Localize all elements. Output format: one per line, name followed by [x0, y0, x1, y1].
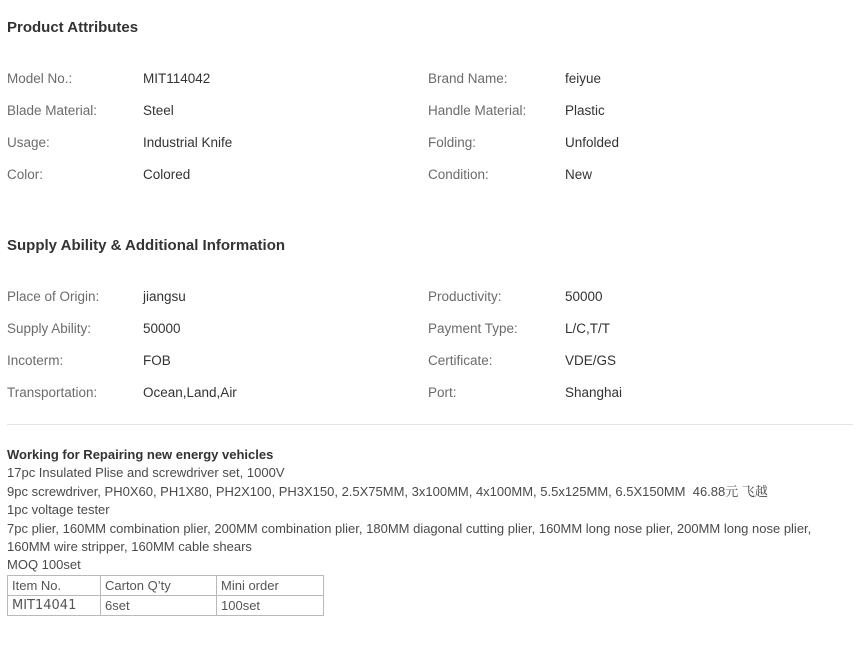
description-heading: Working for Repairing new energy vehicles	[7, 447, 274, 462]
attr-value-place-of-origin: jiangsu	[143, 289, 186, 304]
attr-label-payment-type: Payment Type:	[428, 321, 518, 336]
table-cell-carton-qty: 6set	[101, 595, 217, 615]
attr-label-folding: Folding:	[428, 135, 477, 150]
attr-value-color: Colored	[143, 167, 191, 182]
attr-label-productivity: Productivity:	[428, 289, 502, 304]
description-line-wire-stripper: 160MM wire stripper, 160MM cable shears	[7, 539, 252, 555]
attr-label-model-no: Model No.:	[7, 71, 73, 86]
attr-value-supply-ability: 50000	[143, 321, 181, 336]
table-header-item-no: Item No.	[8, 575, 101, 595]
order-table-header-row	[8, 575, 324, 595]
attr-value-payment-type: L/C,T/T	[565, 321, 611, 336]
attr-value-port: Shanghai	[565, 385, 623, 400]
attr-value-transportation: Ocean,Land,Air	[143, 385, 237, 400]
description-line-insulated-set: 17pc Insulated Plise and screwdriver set, 1000V	[7, 465, 285, 481]
attr-value-incoterm: FOB	[143, 353, 171, 368]
attr-label-color: Color:	[7, 167, 44, 182]
attr-label-handle-material: Handle Material:	[428, 103, 527, 118]
attr-value-certificate: VDE/GS	[565, 353, 617, 368]
attr-value-model-no: MIT114042	[143, 71, 211, 86]
attr-label-condition: Condition:	[428, 167, 489, 182]
product-detail-page	[0, 19, 867, 616]
attr-value-usage: Industrial Knife	[143, 135, 233, 150]
table-header-carton-qty: Carton Q’ty	[101, 575, 217, 595]
attr-value-productivity: 50000	[565, 289, 603, 304]
description-line-screwdrivers: 9pc screwdriver, PH0X60, PH1X80, PH2X100, PH3X150, 2.5X75MM, 3x100MM, 4x100MM, 5.5x125MM, 6.5X150MM 46.88元 飞越	[7, 483, 768, 499]
product-attributes-heading: Product Attributes	[7, 19, 139, 36]
attr-value-blade-material: Steel	[143, 103, 174, 118]
attr-label-transportation: Transportation:	[7, 385, 98, 400]
attr-label-certificate: Certificate:	[428, 353, 493, 368]
description-line-pliers: 7pc plier, 160MM combination plier, 200MM combination plier, 180MM diagonal cutting plier, 160MM long nose plier, 200MM long nose plier,	[7, 520, 812, 536]
attr-value-brand-name: feiyue	[565, 71, 602, 86]
attr-label-supply-ability: Supply Ability:	[7, 321, 92, 336]
attr-label-port: Port:	[428, 385, 457, 400]
order-table-data-row	[8, 595, 324, 615]
attr-label-usage: Usage:	[7, 135, 50, 150]
attr-label-brand-name: Brand Name:	[428, 71, 508, 86]
description-block	[7, 446, 853, 575]
table-header-mini-order: Mini order	[217, 575, 324, 595]
table-cell-mini-order: 100set	[217, 595, 324, 615]
attr-value-condition: New	[565, 167, 593, 182]
attr-value-folding: Unfolded	[565, 135, 620, 150]
content-divider	[7, 424, 853, 425]
order-table	[7, 575, 324, 616]
attr-value-handle-material: Plastic	[565, 103, 605, 118]
product-attributes-grid	[7, 70, 853, 198]
description-line-voltage-tester: 1pc voltage tester	[7, 502, 110, 518]
supply-ability-heading: Supply Ability & Additional Information	[7, 237, 286, 254]
attr-label-place-of-origin: Place of Origin:	[7, 289, 100, 304]
table-cell-item-no: MIT14041	[8, 595, 101, 615]
attr-label-blade-material: Blade Material:	[7, 103, 98, 118]
description-line-moq: MOQ 100set	[7, 557, 81, 573]
supply-info-grid	[7, 288, 853, 416]
attr-label-incoterm: Incoterm:	[7, 353, 64, 368]
